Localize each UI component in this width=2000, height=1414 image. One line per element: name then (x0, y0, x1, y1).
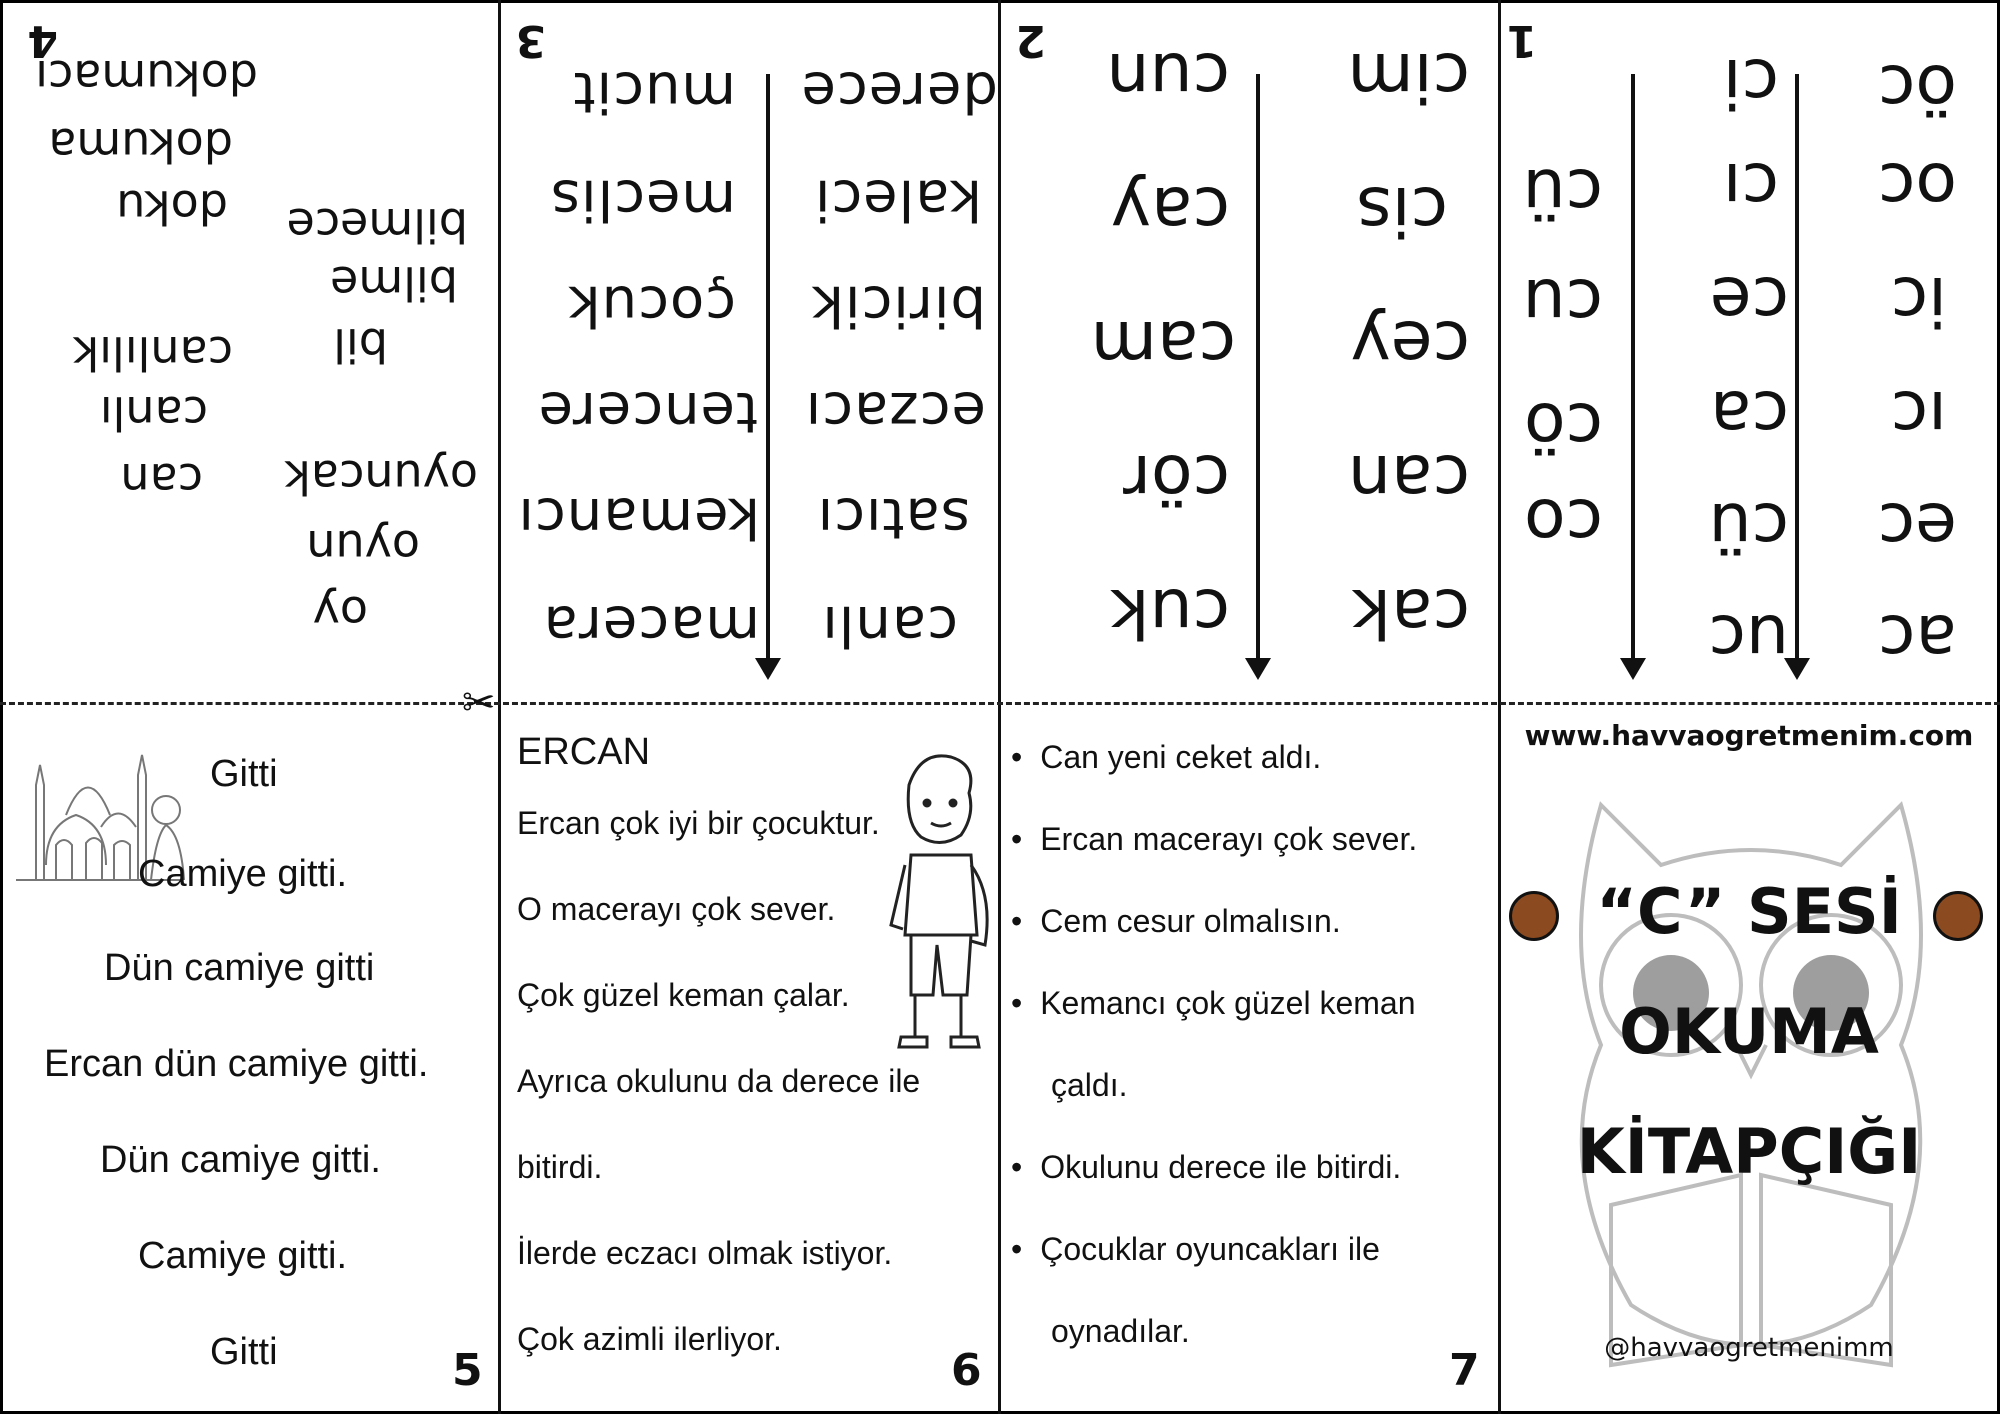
word: can (1347, 439, 1470, 518)
word: satıcı (816, 485, 970, 550)
story-title: ERCAN (517, 731, 651, 773)
bullet-item: • Cem cesur olmalısın. (1011, 903, 1341, 939)
syllable: ic (1890, 261, 1947, 340)
word: dokuma (48, 118, 233, 172)
boy-illustration (881, 745, 993, 1055)
word: bilme (330, 256, 458, 310)
bullet-item: • Ercan macerayı çok sever. (1011, 821, 1418, 857)
bullet-dot: • (1011, 903, 1023, 939)
text-line: Ayrıca okulunu da derece ile (517, 1063, 921, 1099)
word: cam (1090, 305, 1236, 384)
bullet-dot: • (1011, 821, 1023, 857)
word: cör (1123, 439, 1230, 518)
page-4 (0, 0, 498, 702)
text-line: Camiye gitti. (138, 853, 348, 895)
bullet-dot: • (1011, 1149, 1023, 1185)
page-cover (1501, 705, 1997, 1411)
word: cak (1351, 573, 1470, 652)
bullet-dot: • (1011, 1231, 1023, 1267)
word: cun (1106, 37, 1230, 116)
page-3 (501, 0, 998, 702)
syllable: ec (1877, 487, 1957, 566)
word: cay (1110, 171, 1230, 250)
text-line: Çok azimli ilerliyor. (517, 1321, 782, 1357)
word: cis (1356, 171, 1448, 250)
syllable: uc (1708, 599, 1789, 678)
text-line: İlerde eczacı olmak istiyor. (517, 1235, 893, 1271)
word: cim (1347, 37, 1470, 116)
word: bil (333, 318, 388, 372)
syllable: co (1524, 483, 1603, 562)
page-number: 3 (515, 15, 546, 66)
word: canlılık (72, 326, 233, 380)
syllable: ci (1722, 43, 1779, 122)
page-5 (0, 705, 498, 1411)
page-number: 2 (1015, 15, 1046, 66)
word: biricik (810, 273, 986, 338)
syllable: ıc (1890, 375, 1947, 454)
word: eczacı (804, 379, 986, 444)
page-2 (1001, 0, 1498, 702)
word: oyun (306, 520, 420, 574)
text-line: Dün camiye gitti. (100, 1139, 381, 1181)
reading-arrow (1256, 74, 1260, 662)
page-1 (1501, 0, 1997, 702)
cover-title-line-3: KİTAPÇIĞI (1576, 1115, 1922, 1188)
bullet-item: • Çocuklar oyuncakları ile (1011, 1231, 1380, 1267)
syllable: ce (1709, 261, 1789, 340)
syllable: ac (1877, 599, 1957, 678)
word: doku (116, 180, 228, 234)
social-handle: @havvaogretmenimm (1604, 1333, 1894, 1363)
word: macera (542, 593, 760, 658)
syllable: öc (1878, 49, 1957, 128)
bullet-item: • Can yeni ceket aldı. (1011, 739, 1322, 775)
word: cey (1350, 305, 1470, 384)
text-line: Ercan çok iyi bir çocuktur. (517, 805, 880, 841)
page-6 (501, 705, 998, 1411)
word: bilmece (286, 198, 468, 252)
word: mucit (572, 59, 736, 124)
syllable: cü (1708, 487, 1789, 566)
word: meclis (549, 167, 736, 232)
scissors-icon: ✂ (462, 680, 496, 726)
word: çocuk (567, 273, 736, 338)
text-line: çaldı. (1051, 1067, 1128, 1103)
page-number: 7 (1449, 1345, 1480, 1396)
word: dokumacı (35, 50, 258, 104)
reading-arrow (1631, 74, 1635, 662)
reading-arrow (766, 74, 770, 662)
bullet-item: • Kemancı çok güzel keman (1011, 985, 1416, 1021)
text-line: O macerayı çok sever. (517, 891, 836, 927)
text-line: Gitti (210, 753, 278, 795)
page-number: 4 (27, 15, 58, 66)
text-line: Ercan dün camiye gitti. (44, 1043, 429, 1085)
word: kemancı (517, 485, 760, 550)
page-number: 1 (1506, 15, 1537, 66)
word: canlı (821, 593, 958, 658)
reading-arrow (1795, 74, 1799, 662)
bullet-dot: • (1011, 985, 1023, 1021)
word: kaleci (813, 167, 982, 232)
text-line: Camiye gitti. (138, 1235, 348, 1277)
text-line: Dün camiye gitti (104, 947, 375, 989)
page-number: 5 (452, 1345, 483, 1396)
syllable: ca (1709, 375, 1789, 454)
bullet-item: • Okulunu derece ile bitirdi. (1011, 1149, 1402, 1185)
word: canlı (99, 386, 208, 440)
cover-title-line-1: “C” SESİ (1596, 875, 1902, 948)
bullet-dot: • (1011, 739, 1023, 775)
word: derece (800, 59, 998, 124)
syllable: cu (1522, 263, 1603, 342)
text-line: bitirdi. (517, 1149, 603, 1185)
word: cuk (1110, 573, 1230, 652)
text-line: oynadılar. (1051, 1313, 1190, 1349)
word: can (120, 453, 203, 507)
page-7 (1001, 705, 1498, 1411)
syllable: oc (1878, 147, 1957, 226)
word: oyuncak (284, 450, 478, 504)
text-line: Gitti (210, 1331, 278, 1373)
syllable: cı (1722, 147, 1779, 226)
page-number: 6 (951, 1345, 982, 1396)
word: tencere (537, 379, 758, 444)
syllable: cü (1522, 153, 1603, 232)
text-line: Çok güzel keman çalar. (517, 977, 850, 1013)
syllable: cö (1524, 387, 1603, 466)
cover-title-line-2: OKUMA (1619, 995, 1879, 1068)
word: oy (312, 586, 368, 640)
website-url: www.havvaogretmenim.com (1524, 719, 1974, 752)
